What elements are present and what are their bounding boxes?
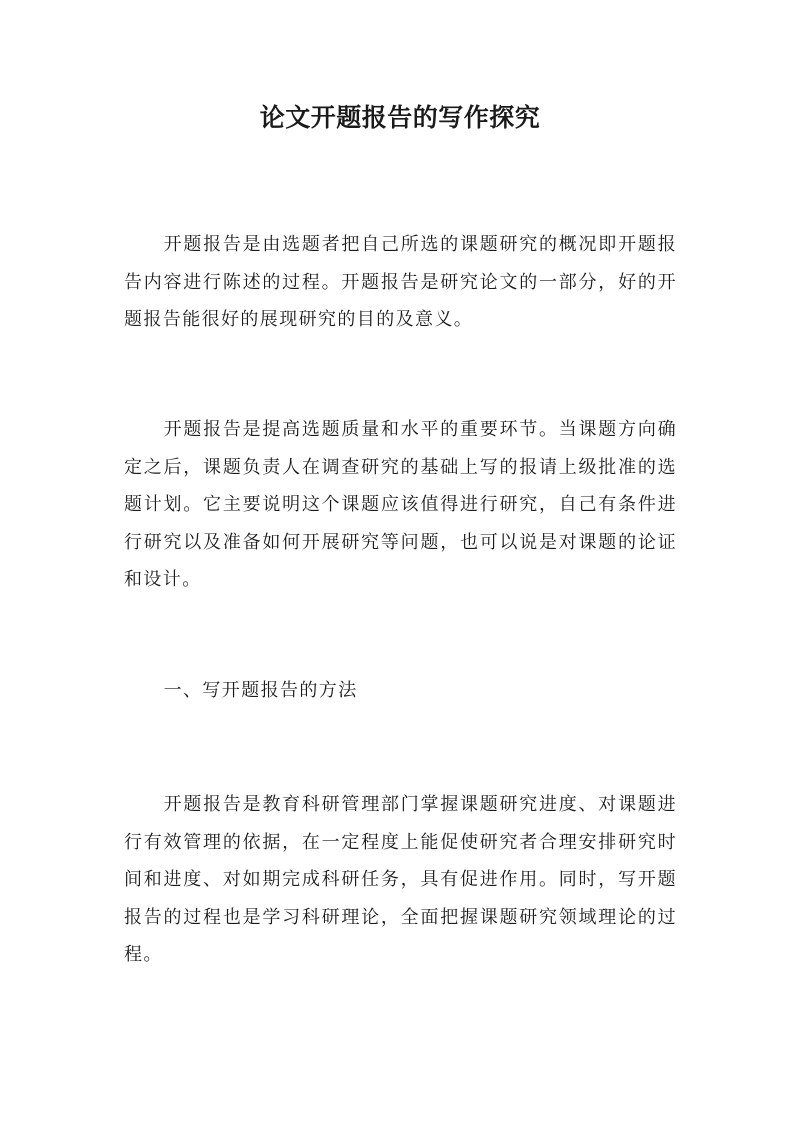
section-heading-methods: 一、写开题报告的方法 xyxy=(163,680,358,701)
paragraph-management: 开题报告是教育科研管理部门掌握课题研究进度、对课题进行有效管理的依据，在一定程度上能促使研究者合理安排研究时间和进度、对如期完成科研任务，具有促进作用。同时，写开题报告的过程也是学习科研理论，全面把握课题研究领域理论的过程。 xyxy=(124,794,677,965)
paragraph-intro: 开题报告是由选题者把自己所选的课题研究的概况即开题报告内容进行陈述的过程。开题报告是研究论文的一部分，好的开题报告能很好的展现研究的目的及意义。 xyxy=(124,234,677,330)
paragraph-importance: 开题报告是提高选题质量和水平的重要环节。当课题方向确定之后，课题负责人在调查研究的基础上写的报请上级批准的选题计划。它主要说明这个课题应该值得进行研究，自己有条件进行研究以及准备如何开展研究等问题，也可以说是对课题的论证和设计。 xyxy=(124,419,677,590)
document-title: 论文开题报告的写作探究 xyxy=(259,103,541,132)
